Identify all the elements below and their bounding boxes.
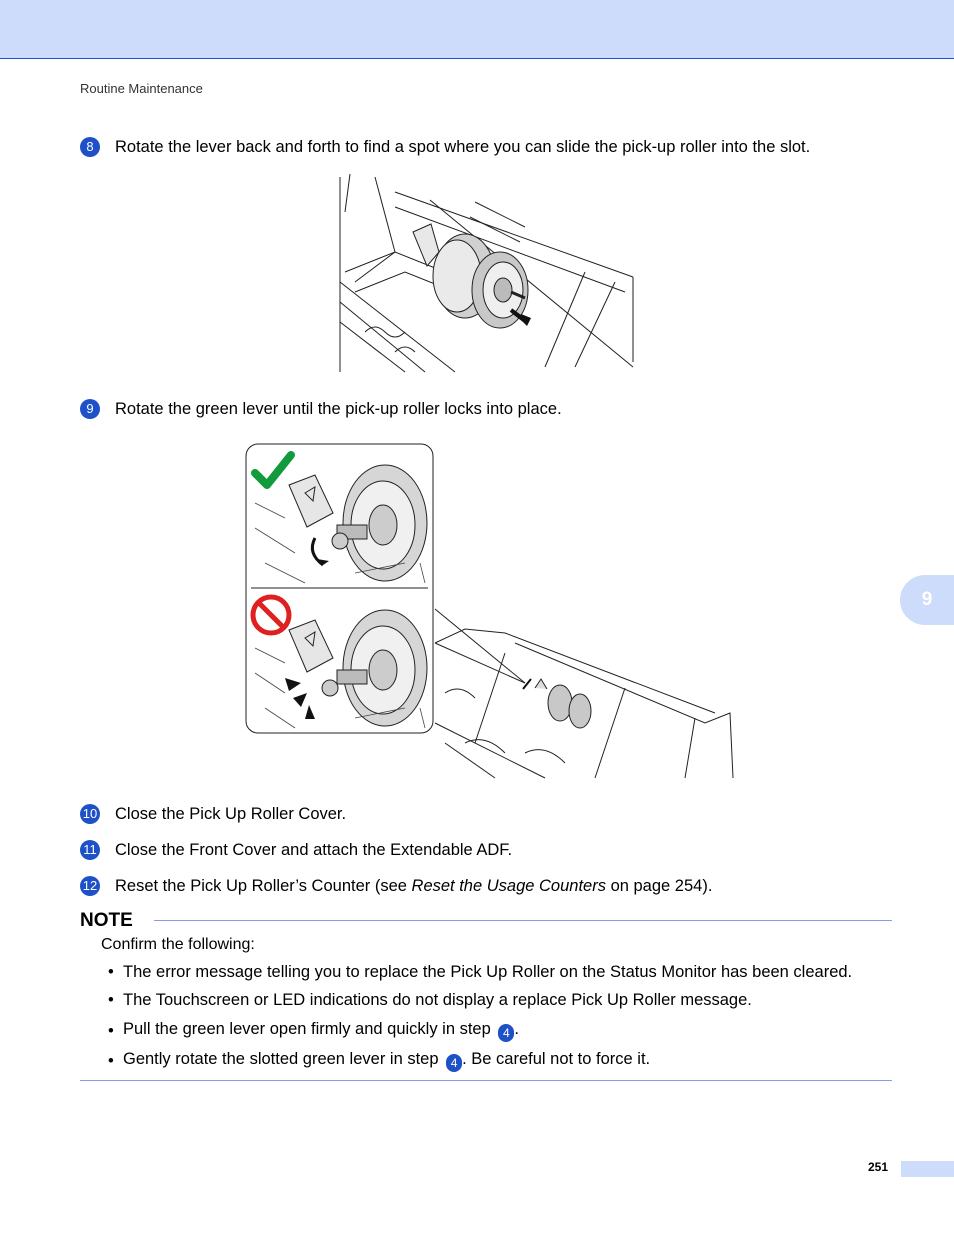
step-text: Rotate the green lever until the pick-up roller locks into place.: [115, 400, 562, 418]
roller-insertion-illustration: [335, 172, 635, 376]
step-8: [80, 137, 810, 157]
step-11: [80, 840, 512, 860]
header-band: [0, 0, 954, 59]
step-text: Close the Front Cover and attach the Extendable ADF.: [115, 841, 513, 859]
step-reference-badge: 4: [498, 1024, 514, 1042]
step-12: [80, 876, 712, 896]
step-number: 10: [80, 804, 100, 824]
note-bullet: • The error message telling you to replace the Pick Up Roller on the Status Monitor has been cleared.: [108, 963, 853, 981]
note-bullet: • Pull the green lever open firmly and quickly in step 4 .: [108, 1020, 519, 1040]
bullet-text: The error message telling you to replace the Pick Up Roller on the Status Monitor has been cleared.: [123, 963, 853, 981]
step-reference-badge: 4: [446, 1054, 462, 1072]
note-bottom-divider: [80, 1080, 892, 1081]
step-number: 12: [80, 876, 100, 896]
bullet-text: The Touchscreen or LED indications do not display a replace Pick Up Roller message.: [123, 991, 752, 1009]
step-number: 11: [80, 840, 100, 860]
section-title: Routine Maintenance: [80, 81, 203, 96]
step-text: Rotate the lever back and forth to find a spot where you can slide the pick-up roller into the slot.: [115, 138, 811, 156]
step-text: Close the Pick Up Roller Cover.: [115, 805, 347, 823]
note-heading: NOTE: [80, 910, 133, 931]
step-number: 9: [80, 399, 100, 419]
roller-lock-illustration: [245, 443, 735, 780]
note-intro: Confirm the following:: [101, 936, 255, 953]
page-number: 251: [868, 1160, 889, 1174]
step-text: Reset the Pick Up Roller’s Counter (see Reset the Usage Counters on page 254).: [115, 877, 713, 895]
bullet-text: Gently rotate the slotted green lever in step 4 . Be careful not to force it.: [123, 1050, 651, 1070]
note-divider: [154, 920, 892, 921]
chapter-tab: 9: [900, 575, 954, 625]
cross-reference-link[interactable]: Reset the Usage Counters: [411, 877, 606, 895]
note-bullet: • Gently rotate the slotted green lever in step 4 . Be careful not to force it.: [108, 1050, 651, 1070]
step-10: [80, 804, 346, 824]
page-number-tab: [901, 1161, 954, 1177]
bullet-text: Pull the green lever open firmly and quickly in step 4 .: [123, 1020, 519, 1040]
note-bullet: • The Touchscreen or LED indications do not display a replace Pick Up Roller message.: [108, 991, 752, 1009]
step-9: [80, 399, 562, 419]
step-number: 8: [80, 137, 100, 157]
